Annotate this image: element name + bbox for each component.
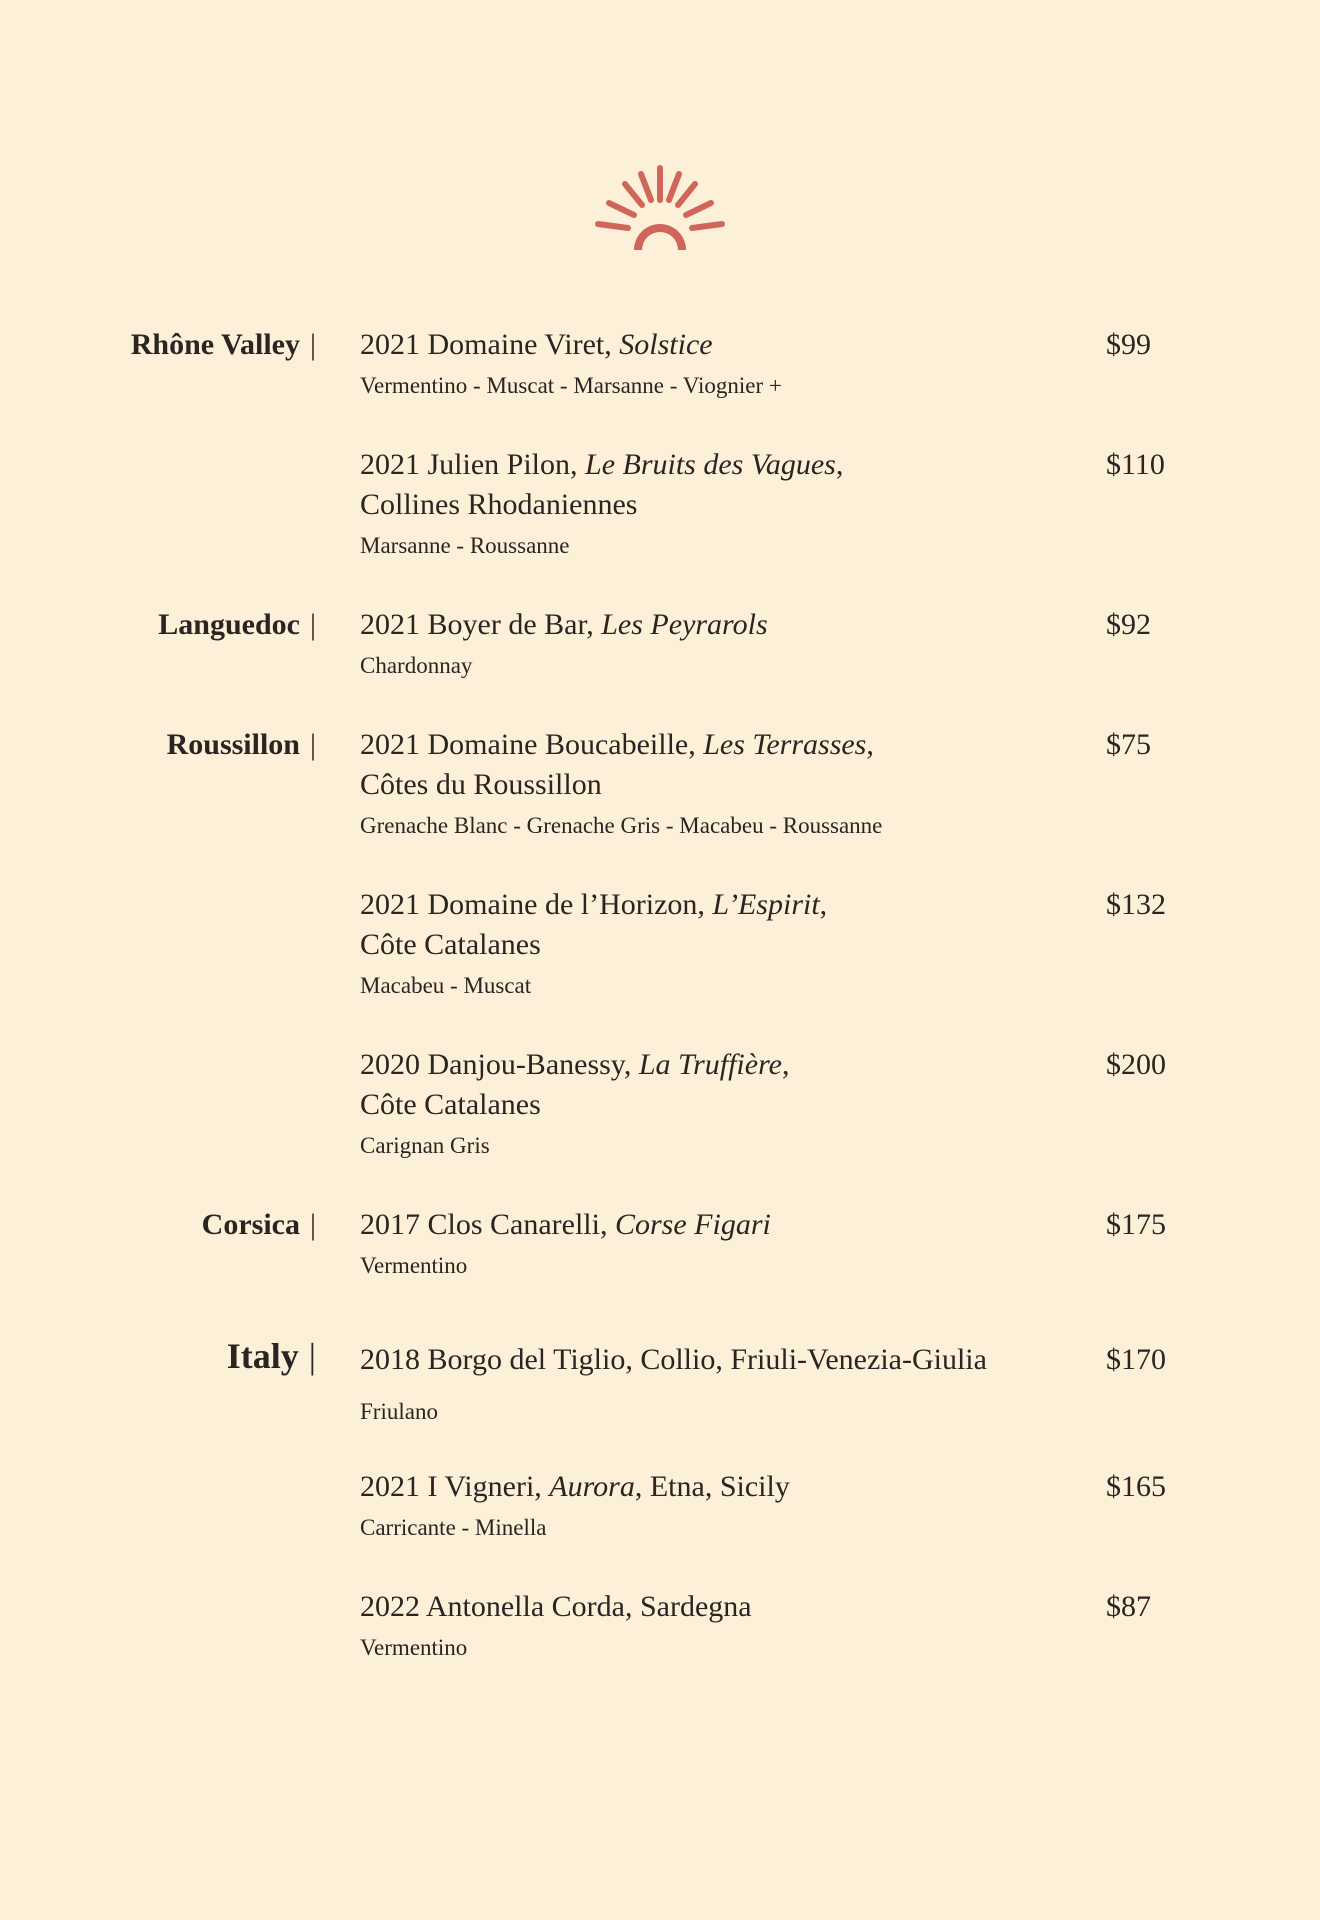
- wine-price: $200: [1106, 1048, 1166, 1081]
- region-label: [306, 1587, 316, 1627]
- wine-name: 2021 I Vigneri, Aurora, Etna, Sicily Carricante - Minella: [360, 1467, 1100, 1542]
- grape-varieties: Marsanne - Roussanne: [360, 533, 570, 558]
- wine-price: $165: [1106, 1470, 1166, 1503]
- rising-sun-icon: [580, 162, 740, 262]
- grape-varieties: Chardonnay: [360, 653, 473, 678]
- grape-varieties: Vermentino: [360, 1635, 468, 1660]
- grape-varieties: Grenache Blanc - Grenache Gris - Macabeu - Roussanne: [360, 813, 883, 838]
- wine-appellation: Côte Catalanes: [360, 1088, 541, 1121]
- region-label: [306, 885, 316, 925]
- wine-name: 2021 Domaine Viret, Solstice Vermentino - Muscat - Marsanne - Viognier +: [360, 325, 1100, 400]
- wine-price: $87: [1106, 1590, 1151, 1623]
- wine-appellation: Côte Catalanes: [360, 928, 541, 961]
- wine-price: $132: [1106, 888, 1166, 921]
- wine-name: 2021 Domaine Boucabeille, Les Terrasses, Côtes du Roussillon Grenache Blanc - Grenache Gris - Macabeu - Roussanne: [360, 725, 1100, 840]
- grape-varieties: Vermentino: [360, 1253, 468, 1278]
- region-label: [306, 445, 316, 485]
- wine-price: $92: [1106, 608, 1151, 641]
- wine-name: 2018 Borgo del Tiglio, Collio, Friuli-Venezia-Giulia Friulano: [360, 1340, 1100, 1426]
- grape-varieties: Carignan Gris: [360, 1133, 490, 1158]
- grape-varieties: Carricante - Minella: [360, 1515, 547, 1540]
- wine-name: 2021 Boyer de Bar, Les Peyrarols Chardonnay: [360, 605, 1100, 680]
- wine-name: 2021 Domaine de l’Horizon, L’Espirit, Côte Catalanes Macabeu - Muscat: [360, 885, 1100, 1000]
- wine-price: $175: [1106, 1208, 1166, 1241]
- wine-price: $170: [1106, 1343, 1166, 1376]
- wine-price: $75: [1106, 728, 1151, 761]
- wine-name: 2017 Clos Canarelli, Corse Figari Vermentino: [360, 1205, 1100, 1280]
- grape-varieties: Friulano: [360, 1399, 438, 1424]
- wine-appellation: Côtes du Roussillon: [360, 768, 602, 801]
- wine-price: $99: [1106, 328, 1151, 361]
- region-label: Rhône Valley |: [130, 328, 316, 361]
- wine-name: 2021 Julien Pilon, Le Bruits des Vagues, Collines Rhodaniennes Marsanne - Roussanne: [360, 445, 1100, 560]
- region-label: [306, 1467, 316, 1507]
- region-label: Languedoc |: [158, 608, 316, 641]
- grape-varieties: Vermentino - Muscat - Marsanne - Viognier +: [360, 373, 782, 398]
- region-label: Corsica |: [201, 1208, 316, 1241]
- region-label: [306, 1045, 316, 1085]
- wine-appellation: Collines Rhodaniennes: [360, 488, 638, 521]
- wine-name: 2020 Danjou-Banessy, La Truffière, Côte Catalanes Carignan Gris: [360, 1045, 1100, 1160]
- region-label: Italy |: [226, 1336, 316, 1376]
- wine-price: $110: [1106, 448, 1165, 481]
- grape-varieties: Macabeu - Muscat: [360, 973, 532, 998]
- region-label: Roussillon |: [166, 728, 316, 761]
- wine-name: 2022 Antonella Corda, Sardegna Vermentino: [360, 1587, 1100, 1662]
